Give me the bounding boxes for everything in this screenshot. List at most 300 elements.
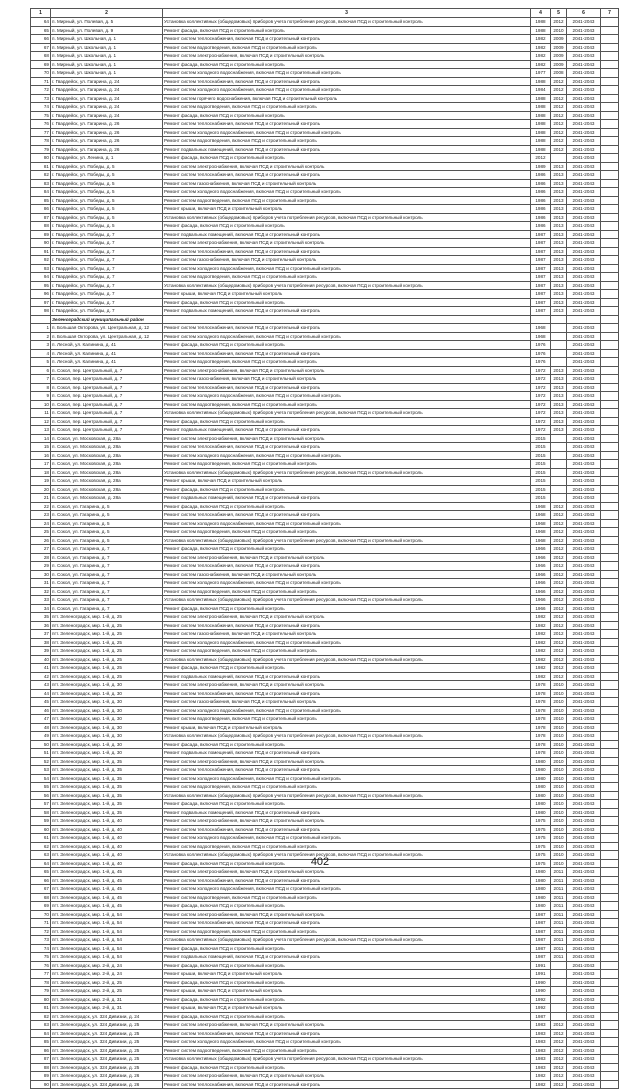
- table-cell: пгт. Зеленоградск, мкр. 1-й, д. 35: [51, 800, 163, 809]
- table-cell: 89: [31, 1072, 51, 1081]
- table-cell: [601, 885, 619, 894]
- table-row: [31, 664, 619, 673]
- table-cell: [601, 366, 619, 375]
- table-cell: Ремонт систем холодного водоснабжения, включая ПСД и строительный контроль: [163, 1038, 531, 1047]
- table-cell: 18: [31, 468, 51, 477]
- table-cell: п. Сокол, ул. Гагарина, д. 5: [51, 511, 163, 520]
- table-cell: 2012: [551, 655, 567, 664]
- table-cell: 1976: [531, 349, 551, 358]
- table-cell: 2041-2043: [567, 128, 601, 137]
- table-cell: 2041-2043: [567, 1004, 601, 1013]
- table-cell: 67: [31, 43, 51, 52]
- table-cell: Ремонт систем теплоснабжения, включая ПСД и строительный контроль: [163, 120, 531, 129]
- table-cell: [601, 502, 619, 511]
- table-row: [31, 247, 619, 256]
- table-cell: пгт. Зеленоградск, мкр. 1-й, д. 54: [51, 910, 163, 919]
- table-cell: Ремонт систем электроснабжения, включая ПСД и строительный контроль: [163, 1072, 531, 1081]
- table-cell: 17: [31, 460, 51, 469]
- table-cell: 2009: [551, 52, 567, 61]
- table-cell: 2010: [551, 808, 567, 817]
- table-row: [31, 834, 619, 843]
- table-cell: 2041-2043: [567, 162, 601, 171]
- table-cell: 2041-2043: [567, 43, 601, 52]
- table-cell: 1988: [531, 26, 551, 35]
- table-row: [31, 672, 619, 681]
- table-cell: 1982: [531, 630, 551, 639]
- table-cell: 1987: [531, 307, 551, 316]
- table-cell: пгт. Зеленоградск, мкр. 1-й, д. 25: [51, 664, 163, 673]
- table-cell: 96: [31, 290, 51, 299]
- table-cell: [601, 868, 619, 877]
- table-row: [31, 1012, 619, 1021]
- table-cell: 20: [31, 485, 51, 494]
- table-row: [31, 290, 619, 299]
- table-cell: 2041-2043: [567, 859, 601, 868]
- table-row: [31, 375, 619, 384]
- table-cell: 2012: [551, 1072, 567, 1081]
- table-cell: Ремонт систем газоснабжения, включая ПСД и строительный контроль: [163, 179, 531, 188]
- table-row: [31, 366, 619, 375]
- table-cell: 2041-2043: [567, 834, 601, 843]
- table-cell: 80: [31, 995, 51, 1004]
- table-cell: Ремонт систем водоотведения, включая ПСД и строительный контроль: [163, 528, 531, 537]
- table-cell: 2012: [551, 137, 567, 146]
- table-cell: 83: [31, 179, 51, 188]
- table-cell: 1983: [531, 1046, 551, 1055]
- table-cell: [601, 1072, 619, 1081]
- table-row: [31, 876, 619, 885]
- table-cell: 1975: [531, 825, 551, 834]
- table-cell: 1987: [531, 239, 551, 248]
- table-row: [31, 222, 619, 231]
- table-cell: 2013: [551, 256, 567, 265]
- column-header: 3: [163, 9, 531, 18]
- table-cell: 1978: [531, 740, 551, 749]
- table-cell: 2041-2043: [567, 562, 601, 571]
- table-cell: п. Мирный, ул. Школьная, д. 1: [51, 43, 163, 52]
- table-cell: 50: [31, 740, 51, 749]
- table-cell: 2013: [551, 400, 567, 409]
- table-cell: [601, 94, 619, 103]
- table-cell: 31: [31, 579, 51, 588]
- table-cell: 2013: [551, 375, 567, 384]
- table-cell: 2010: [551, 681, 567, 690]
- table-cell: Ремонт крыши, включая ПСД и строительный контроль: [163, 290, 531, 299]
- table-cell: [601, 426, 619, 435]
- table-cell: г. Гвардейск, ул. Победы, д. 5: [51, 196, 163, 205]
- table-cell: пгт. Зеленоградск, мкр. 1-й, д. 25: [51, 672, 163, 681]
- table-cell: Ремонт систем электроснабжения, включая ПСД и строительный контроль: [163, 757, 531, 766]
- table-cell: 2041-2043: [567, 961, 601, 970]
- table-cell: п. Мирный, ул. Школьная, д. 1: [51, 52, 163, 61]
- table-cell: Ремонт систем холодного водоснабжения, включая ПСД и строительный контроль: [163, 128, 531, 137]
- table-cell: 1980: [531, 757, 551, 766]
- table-cell: 1982: [531, 52, 551, 61]
- table-cell: г. Гвардейск, ул. Победы, д. 7: [51, 273, 163, 282]
- table-cell: г. Гвардейск, ул. Гагарина, д. 26: [51, 137, 163, 146]
- table-cell: [601, 630, 619, 639]
- table-cell: 2011: [551, 876, 567, 885]
- table-cell: 2041-2043: [567, 927, 601, 936]
- table-cell: г. Гвардейск, ул. Победы, д. 7: [51, 290, 163, 299]
- table-cell: Установка коллективных (общедомовых) приборов учета потребления ресурсов, включая ПСД и строительный контроль: [163, 213, 531, 222]
- table-cell: 2012: [551, 145, 567, 154]
- table-cell: 2041-2043: [567, 502, 601, 511]
- table-cell: 2015: [531, 451, 551, 460]
- table-cell: 2041-2043: [567, 1046, 601, 1055]
- table-cell: [551, 451, 567, 460]
- table-cell: 2041-2043: [567, 757, 601, 766]
- table-row: [31, 298, 619, 307]
- table-cell: пгт. Зеленоградск, ул. 324 Дивизии, д. 25: [51, 1055, 163, 1064]
- table-cell: 2012: [551, 120, 567, 129]
- table-cell: 80: [31, 154, 51, 163]
- table-cell: пгт. Зеленоградск, мкр. 1-й, д. 30: [51, 723, 163, 732]
- table-cell: Ремонт подвальных помещений, включая ПСД и строительный контроль: [163, 230, 531, 239]
- table-cell: Ремонт систем водоотведения, включая ПСД и строительный контроль: [163, 647, 531, 656]
- table-cell: 2041-2043: [567, 995, 601, 1004]
- table-cell: [601, 655, 619, 664]
- table-row: [31, 128, 619, 137]
- table-cell: [601, 383, 619, 392]
- table-cell: [601, 511, 619, 520]
- table-row: [31, 451, 619, 460]
- table-cell: Ремонт систем газоснабжения, включая ПСД и строительный контроль: [163, 256, 531, 265]
- table-cell: Ремонт систем теплоснабжения, включая ПСД и строительный контроль: [163, 766, 531, 775]
- table-cell: пгт. Зеленоградск, мкр. 1-й, д. 40: [51, 851, 163, 860]
- table-cell: Ремонт фасада, включая ПСД и строительный контроль: [163, 298, 531, 307]
- table-cell: 1982: [531, 647, 551, 656]
- table-cell: 1978: [531, 749, 551, 758]
- table-row: [31, 630, 619, 639]
- table-cell: г. Гвардейск, ул. Победы, д. 5: [51, 162, 163, 171]
- table-cell: [601, 324, 619, 333]
- column-header: 4: [531, 9, 551, 18]
- table-cell: п. Сокол, пер. Центральный, д. 7: [51, 392, 163, 401]
- table-cell: п. Сокол, ул. Московская, д. 28а: [51, 494, 163, 503]
- table-cell: Ремонт систем холодного водоснабжения, включая ПСД и строительный контроль: [163, 638, 531, 647]
- column-header: 2: [51, 9, 163, 18]
- table-cell: 2013: [551, 222, 567, 231]
- table-cell: пгт. Зеленоградск, мкр. 1-й, д. 54: [51, 936, 163, 945]
- table-cell: п. Сокол, ул. Гагарина, д. 7: [51, 562, 163, 571]
- table-cell: [601, 519, 619, 528]
- table-cell: Ремонт систем теплоснабжения, включая ПСД и строительный контроль: [163, 324, 531, 333]
- table-cell: 88: [31, 222, 51, 231]
- table-cell: 1988: [531, 111, 551, 120]
- table-cell: Ремонт фасада, включая ПСД и строительный контроль: [163, 545, 531, 554]
- table-cell: 2012: [551, 664, 567, 673]
- table-cell: 2041-2043: [567, 77, 601, 86]
- table-cell: 70: [31, 910, 51, 919]
- table-cell: 83: [31, 1021, 51, 1030]
- table-cell: [551, 477, 567, 486]
- table-cell: п. Лесной, ул. Калинина, д. 41: [51, 358, 163, 367]
- table-cell: п. Сокол, ул. Московская, д. 28а: [51, 477, 163, 486]
- table-cell: 25: [31, 528, 51, 537]
- table-cell: 6: [31, 366, 51, 375]
- table-cell: 1987: [531, 953, 551, 962]
- table-cell: пгт. Зеленоградск, мкр. 1-й, д. 35: [51, 808, 163, 817]
- table-cell: 2041-2043: [567, 307, 601, 316]
- table-cell: 2041-2043: [567, 689, 601, 698]
- table-row: [31, 978, 619, 987]
- table-cell: [551, 324, 567, 333]
- table-cell: 5: [31, 358, 51, 367]
- table-cell: 2041-2043: [567, 664, 601, 673]
- table-cell: 1986: [531, 179, 551, 188]
- table-cell: 2041-2043: [567, 740, 601, 749]
- table-cell: 1988: [531, 145, 551, 154]
- table-cell: [601, 111, 619, 120]
- table-cell: 64: [31, 859, 51, 868]
- table-cell: [601, 375, 619, 384]
- table-cell: 1966: [531, 553, 551, 562]
- table-cell: [601, 638, 619, 647]
- table-cell: 1982: [531, 613, 551, 622]
- table-cell: 1975: [531, 859, 551, 868]
- table-cell: г. Гвардейск, ул. Гагарина, д. 26: [51, 120, 163, 129]
- table-cell: пгт. Зеленоградск, мкр. 1-й, д. 45: [51, 893, 163, 902]
- table-cell: 2015: [531, 460, 551, 469]
- table-cell: [601, 35, 619, 44]
- table-cell: 2010: [551, 774, 567, 783]
- table-cell: Ремонт фасада, включая ПСД и строительный контроль: [163, 800, 531, 809]
- table-cell: 2012: [551, 562, 567, 571]
- table-cell: [601, 298, 619, 307]
- table-cell: 2010: [551, 26, 567, 35]
- table-cell: 2012: [551, 553, 567, 562]
- table-cell: пгт. Зеленоградск, мкр. 1-й, д. 35: [51, 757, 163, 766]
- table-cell: 2041-2043: [567, 893, 601, 902]
- table-cell: 2012: [551, 1063, 567, 1072]
- table-cell: 85: [31, 196, 51, 205]
- table-cell: [601, 1021, 619, 1030]
- table-cell: 2011: [551, 919, 567, 928]
- table-cell: 2041-2043: [567, 400, 601, 409]
- table-cell: Ремонт систем водоотведения, включая ПСД и строительный контроль: [163, 842, 531, 851]
- table-cell: 2041-2043: [567, 111, 601, 120]
- section-cell: Зеленоградский муниципальный район: [51, 315, 163, 324]
- table-row: [31, 528, 619, 537]
- table-cell: 1975: [531, 817, 551, 826]
- table-cell: пгт. Зеленоградск, мкр. 1-й, д. 30: [51, 732, 163, 741]
- table-cell: Ремонт фасада, включая ПСД и строительный контроль: [163, 1063, 531, 1072]
- table-cell: 2012: [551, 536, 567, 545]
- table-cell: 1968: [531, 511, 551, 520]
- table-cell: Ремонт фасада, включая ПСД и строительный контроль: [163, 859, 531, 868]
- table-cell: 2041-2043: [567, 145, 601, 154]
- table-cell: [601, 562, 619, 571]
- table-row: [31, 1063, 619, 1072]
- table-cell: 2010: [551, 800, 567, 809]
- table-row: [31, 944, 619, 953]
- table-row: [31, 519, 619, 528]
- table-cell: 76: [31, 961, 51, 970]
- table-cell: г. Гвардейск, ул. Победы, д. 5: [51, 171, 163, 180]
- table-cell: 1966: [531, 562, 551, 571]
- table-cell: Ремонт систем водоотведения, включая ПСД и строительный контроль: [163, 43, 531, 52]
- table-cell: Ремонт систем газоснабжения, включая ПСД и строительный контроль: [163, 698, 531, 707]
- table-cell: Установка коллективных (общедомовых) приборов учета потребления ресурсов, включая ПСД и строительный контроль: [163, 732, 531, 741]
- table-body: [31, 18, 619, 1089]
- table-cell: Ремонт крыши, включая ПСД и строительный контроль: [163, 970, 531, 979]
- table-cell: 16: [31, 451, 51, 460]
- table-cell: 1988: [531, 18, 551, 27]
- table-cell: Ремонт систем водоотведения, включая ПСД и строительный контроль: [163, 273, 531, 282]
- table-cell: 2013: [551, 366, 567, 375]
- table-cell: [601, 732, 619, 741]
- table-row: [31, 604, 619, 613]
- table-cell: п. Сокол, ул. Гагарина, д. 7: [51, 587, 163, 596]
- table-cell: Ремонт систем холодного водоснабжения, включая ПСД и строительный контроль: [163, 451, 531, 460]
- table-cell: 32: [31, 587, 51, 596]
- table-cell: Установка коллективных (общедомовых) приборов учета потребления ресурсов, включая ПСД и строительный контроль: [163, 18, 531, 27]
- table-cell: 1992: [531, 995, 551, 1004]
- table-cell: 2041-2043: [567, 358, 601, 367]
- table-cell: Ремонт систем газоснабжения, включая ПСД и строительный контроль: [163, 630, 531, 639]
- table-cell: 2041-2043: [567, 324, 601, 333]
- table-row: [31, 587, 619, 596]
- table-cell: Ремонт систем водоотведения, включая ПСД и строительный контроль: [163, 1046, 531, 1055]
- table-cell: 1982: [531, 621, 551, 630]
- table-cell: 1982: [531, 60, 551, 69]
- table-cell: 2012: [551, 604, 567, 613]
- table-cell: 2041-2043: [567, 655, 601, 664]
- table-cell: [601, 1029, 619, 1038]
- table-cell: 59: [31, 817, 51, 826]
- table-cell: 2013: [551, 307, 567, 316]
- table-row: [31, 18, 619, 27]
- table-cell: [601, 740, 619, 749]
- table-cell: 1972: [531, 426, 551, 435]
- table-cell: п. Сокол, ул. Московская, д. 28а: [51, 451, 163, 460]
- table-cell: Ремонт подвальных помещений, включая ПСД и строительный контроль: [163, 808, 531, 817]
- table-cell: Ремонт фасада, включая ПСД и строительный контроль: [163, 664, 531, 673]
- table-cell: Установка коллективных (общедомовых) приборов учета потребления ресурсов, включая ПСД и строительный контроль: [163, 791, 531, 800]
- table-cell: 2012: [551, 1046, 567, 1055]
- table-cell: п. Сокол, ул. Гагарина, д. 7: [51, 604, 163, 613]
- table-cell: п. Сокол, пер. Центральный, д. 7: [51, 375, 163, 384]
- table-cell: 1987: [531, 910, 551, 919]
- table-row: [31, 426, 619, 435]
- table-cell: [601, 485, 619, 494]
- page-number: 402: [310, 856, 330, 868]
- table-row: [31, 273, 619, 282]
- table-cell: Ремонт систем электроснабжения, включая ПСД и строительный контроль: [163, 681, 531, 690]
- table-cell: 8: [31, 383, 51, 392]
- table-cell: [601, 936, 619, 945]
- table-cell: 35: [31, 613, 51, 622]
- table-cell: [601, 290, 619, 299]
- table-cell: 2041-2043: [567, 1063, 601, 1072]
- table-cell: Ремонт фасада, включая ПСД и строительный контроль: [163, 740, 531, 749]
- table-cell: 1988: [531, 137, 551, 146]
- table-cell: 2013: [551, 417, 567, 426]
- section-cell: [567, 315, 601, 324]
- table-cell: 73: [31, 936, 51, 945]
- table-row: [31, 655, 619, 664]
- table-cell: 2041-2043: [567, 919, 601, 928]
- table-cell: 2041-2043: [567, 851, 601, 860]
- table-row: [31, 893, 619, 902]
- table-cell: 29: [31, 562, 51, 571]
- table-cell: г. Гвардейск, ул. Победы, д. 5: [51, 222, 163, 231]
- table-cell: [601, 876, 619, 885]
- table-cell: [601, 60, 619, 69]
- table-cell: 2041-2043: [567, 638, 601, 647]
- table-cell: 1982: [531, 35, 551, 44]
- table-cell: пгт. Зеленоградск, мкр. 1-й, д. 35: [51, 774, 163, 783]
- table-cell: 14: [31, 434, 51, 443]
- table-row: [31, 681, 619, 690]
- table-cell: Ремонт систем холодного водоснабжения, включая ПСД и строительный контроль: [163, 86, 531, 95]
- table-cell: Ремонт систем водоотведения, включая ПСД и строительный контроль: [163, 196, 531, 205]
- table-cell: 1986: [531, 205, 551, 214]
- table-cell: 65: [31, 868, 51, 877]
- table-cell: 1972: [531, 383, 551, 392]
- table-cell: 2012: [551, 596, 567, 605]
- table-cell: 77: [31, 128, 51, 137]
- table-cell: 2041-2043: [567, 970, 601, 979]
- table-cell: пгт. Зеленоградск, мкр. 1-й, д. 35: [51, 783, 163, 792]
- table-cell: 1978: [531, 698, 551, 707]
- table-row: [31, 927, 619, 936]
- table-cell: 2011: [551, 953, 567, 962]
- table-cell: 2011: [551, 910, 567, 919]
- table-cell: 43: [31, 681, 51, 690]
- table-cell: 53: [31, 766, 51, 775]
- table-cell: 2015: [531, 485, 551, 494]
- table-cell: пгт. Зеленоградск, мкр. 1-й, д. 45: [51, 902, 163, 911]
- table-cell: 79: [31, 145, 51, 154]
- table-cell: [601, 145, 619, 154]
- table-cell: Ремонт систем теплоснабжения, включая ПСД и строительный контроль: [163, 562, 531, 571]
- table-cell: пгт. Зеленоградск, мкр. 2-й, д. 24: [51, 961, 163, 970]
- table-cell: Ремонт систем теплоснабжения, включая ПСД и строительный контроль: [163, 171, 531, 180]
- table-cell: Ремонт крыши, включая ПСД и строительный контроль: [163, 477, 531, 486]
- table-cell: г. Гвардейск, ул. Победы, д. 5: [51, 179, 163, 188]
- table-cell: 2041-2043: [567, 596, 601, 605]
- table-cell: 40: [31, 655, 51, 664]
- table-row: [31, 1004, 619, 1013]
- table-cell: 22: [31, 502, 51, 511]
- table-cell: 2041-2043: [567, 239, 601, 248]
- table-cell: [601, 587, 619, 596]
- table-cell: 41: [31, 664, 51, 673]
- table-cell: Ремонт систем электроснабжения, включая ПСД и строительный контроль: [163, 613, 531, 622]
- table-cell: [601, 893, 619, 902]
- table-row: [31, 961, 619, 970]
- table-cell: пгт. Зеленоградск, мкр. 2-й, д. 24: [51, 970, 163, 979]
- table-cell: [601, 26, 619, 35]
- table-row: [31, 205, 619, 214]
- table-cell: [601, 902, 619, 911]
- table-cell: 1984: [531, 86, 551, 95]
- table-cell: [601, 970, 619, 979]
- table-cell: 2010: [551, 749, 567, 758]
- table-cell: 2041-2043: [567, 247, 601, 256]
- table-cell: 2010: [551, 723, 567, 732]
- table-cell: 2041-2043: [567, 290, 601, 299]
- table-row: [31, 477, 619, 486]
- table-cell: 2041-2043: [567, 987, 601, 996]
- table-cell: 2041-2043: [567, 120, 601, 129]
- table-cell: Ремонт систем газоснабжения, включая ПСД и строительный контроль: [163, 375, 531, 384]
- table-cell: Ремонт систем водоотведения, включая ПСД и строительный контроль: [163, 400, 531, 409]
- table-cell: Ремонт систем электроснабжения, включая ПСД и строительный контроль: [163, 910, 531, 919]
- table-cell: пгт. Зеленоградск, мкр. 1-й, д. 30: [51, 706, 163, 715]
